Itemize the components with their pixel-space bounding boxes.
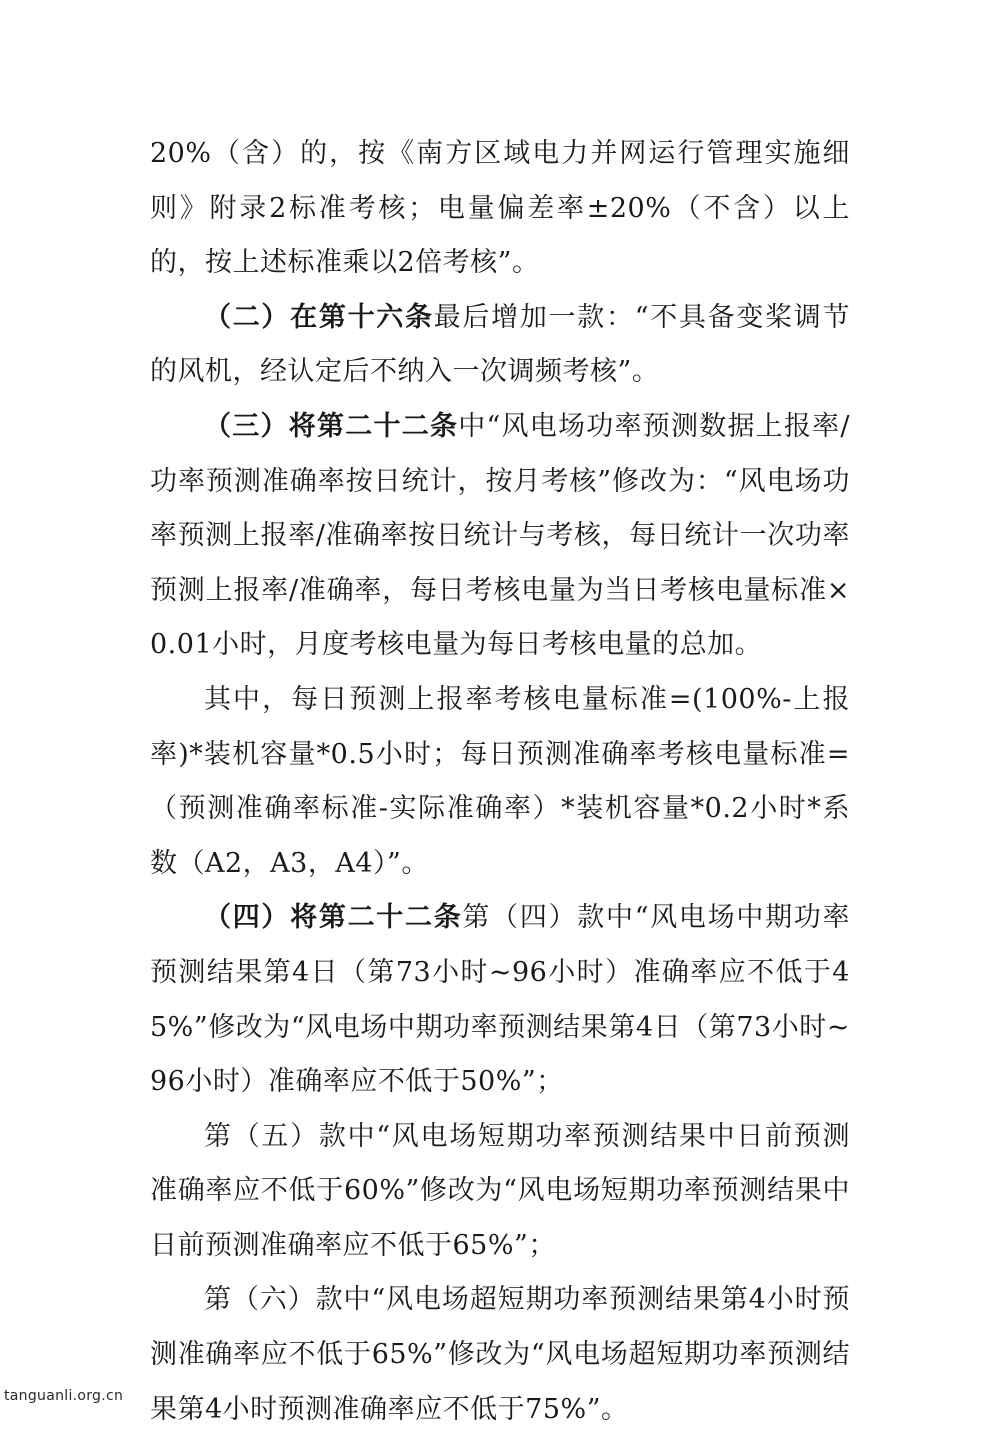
paragraph-text: 20%（含）的，按《南方区域电力并网运行管理实施细则》附录2标准考核；电量偏差率±20%（不含）以上的，按上述标准乘以2倍考核”。 [150,138,850,279]
paragraph-text: 其中，每日预测上报率考核电量标准=(100%-上报率)*装机容量*0.5小时；每日预测准确率考核电量标准=（预测准确率标准-实际准确率）*装机容量*0.2小时*系数（A2，A3，A4）”。 [150,683,850,879]
paragraph-text: 最后增加一款：“不具备变桨调节的风机，经认定后不纳入一次调频考核”。 [150,301,851,388]
paragraph-lead: （四）将第二十二条 [204,902,463,934]
paragraph-item-2 [150,291,850,400]
paragraph-lead: （三）将第二十二条 [204,410,459,442]
paragraph-item-4 [150,891,850,1109]
paragraph-continuation [150,127,850,291]
paragraph-clause-5 [150,1110,850,1274]
paragraph-text: 中“风电场功率预测数据上报率/功率预测准确率按日统计，按月考核”修改为：“风电场功率预测上报率/准确率按日统计与考核，每日统计一次功率预测上报率/准确率，每日考核电量为当日考核电量标准×0.01小时，月度考核电量为每日考核电量的总加。 [150,410,851,661]
paragraph-text: 第（六）款中“风电场超短期功率预测结果第4小时预测准确率应不低于65%”修改为“风电场超短期功率预测结果第4小时预测准确率应不低于75%”。 [150,1284,850,1425]
paragraph-item-3 [150,400,850,673]
paragraph-clause-6 [150,1273,850,1437]
paragraph-text: 第（四）款中“风电场中期功率预测结果第4日（第73小时~96小时）准确率应不低于45%”修改为“风电场中期功率预测结果第4日（第73小时~96小时）准确率应不低于50%”； [150,902,850,1098]
paragraph-lead: （二）在第十六条 [204,301,434,333]
watermark: tanguanli.org.cn [4,1388,124,1404]
paragraph-formula [150,673,850,891]
paragraph-text: 第（五）款中“风电场短期功率预测结果中日前预测准确率应不低于60%”修改为“风电场短期功率预测结果中日前预测准确率应不低于65%”； [150,1120,850,1261]
document-body [150,127,850,1437]
